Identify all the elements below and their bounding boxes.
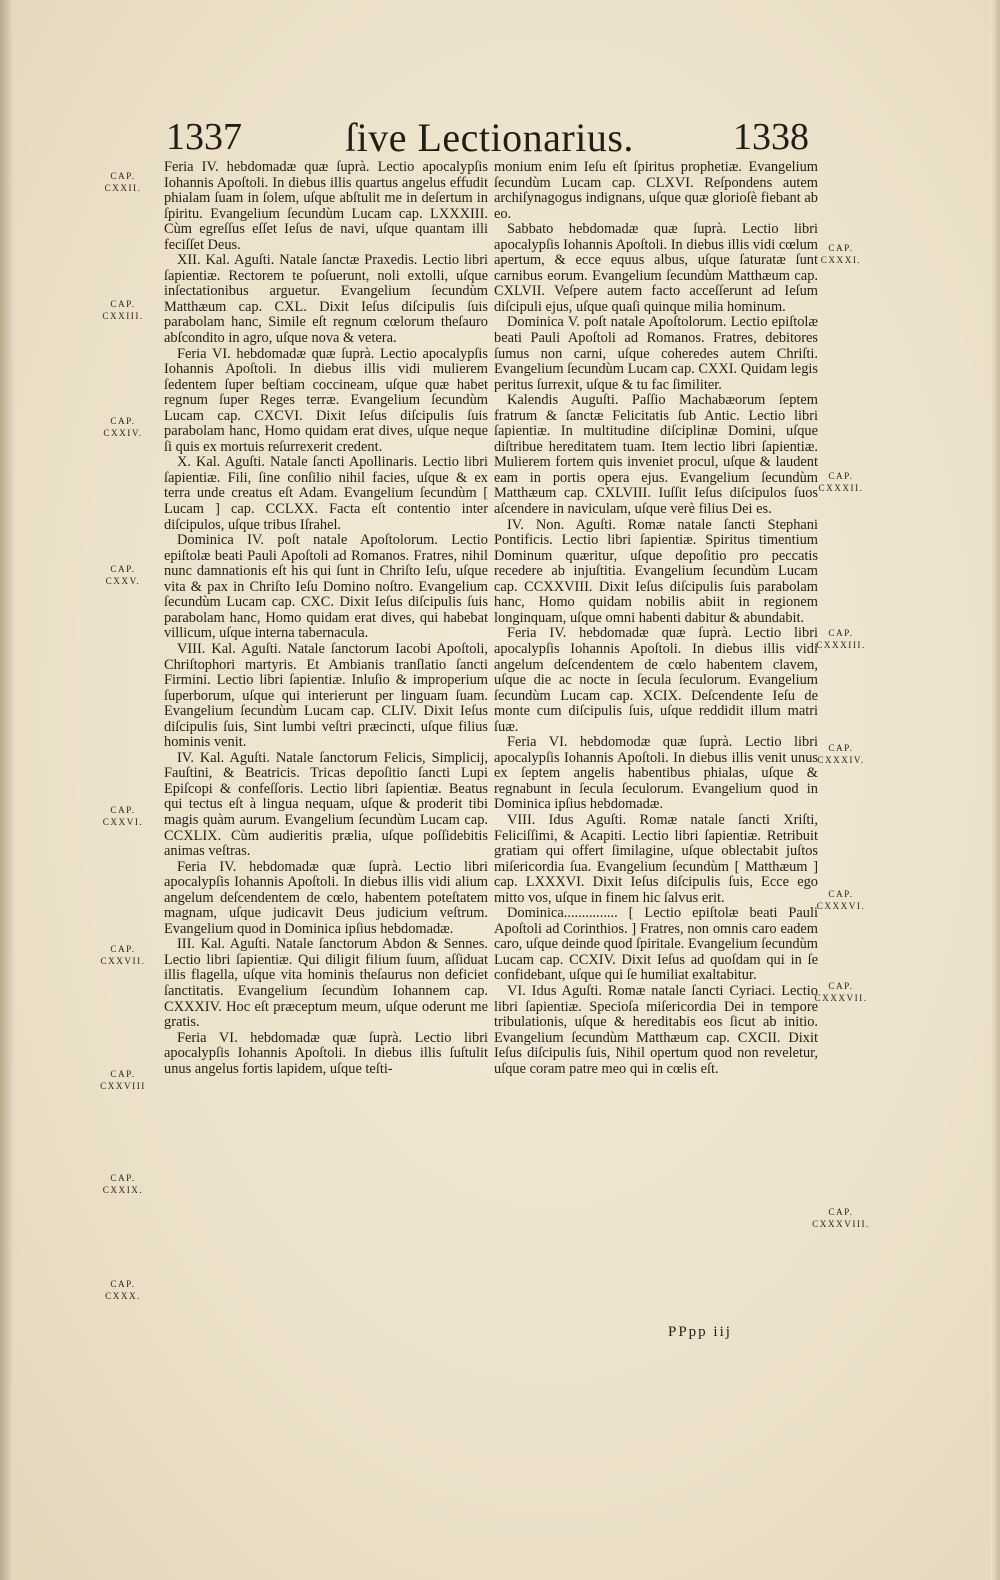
right-text-column [494, 160, 818, 1077]
margin-note-right: CAP. CXXXVI. [816, 889, 866, 911]
margin-note-right: CAP. CXXXVII. [814, 981, 868, 1003]
running-title: ſive Lectionarius. [345, 115, 634, 160]
paragraph: Kalendis Auguſti. Paſſio Machabæorum ſeptem fratrum & ſanctæ Felicitatis ſub Antic. Lectio libri ſapientiæ. In multitudine diſciplinæ Domini, uſque diſtribue hereditatem tuam. Item lectio libri ſapientiæ. Mulierem fortem quis inveniet procul, uſque & laudent eam in portis opera ejus. Evangelium ſecundùm Matthæum cap. CXLVIII. Iuſſit Ieſus diſcipulos ſuos aſcendere in naviculam, uſque verè filius Dei es. [494, 392, 818, 518]
paragraph: Feria IV. hebdomadæ quæ ſuprà. Lectio libri apocalypſis Iohannis Apoſtoli. In diebus illis vidi angelum deſcendentem de cœlo habentem clavem, uſque die ac nocte in ſecula ſeculorum. Evangelium ſecundùm Lucam cap. XCIX. Deſcendente Ieſu de monte cum diſcipulis ſuis, uſque reddidit illum matri ſuæ. [494, 625, 818, 735]
margin-note-left: CAP. CXXVI. [102, 805, 144, 827]
margin-note-left: CAP. CXXV. [105, 564, 141, 586]
paragraph: Sabbato hebdomadæ quæ ſuprà. Lectio libri apocalypſis Iohannis Apoſtoli. In diebus illis vidi cœlum apertum, & ecce equus albus, uſque ſaturatæ ſunt carnibus eorum. Evangelium ſecundùm Matthæum cap. CXLVII. Veſpere autem facto acceſſerunt ad Ieſum diſcipuli ejus, uſque quaſi quinque milia hominum. [494, 221, 818, 315]
paragraph: VIII. Kal. Aguſti. Natale ſanctorum Iacobi Apoſtoli, Chriſtophori martyris. Et Ambianis tranſlatio ſancti Firmini. Lectio libri ſapientiæ. Inluſio & improperium ſuperborum, uſque qui interierunt per linguam ſuam. Evangelium ſecundùm Lucam cap. CLIV. Dixit Ieſus diſcipulis ſuis, Sint lumbi veſtri præcincti, uſque filius hominis venit. [164, 640, 488, 751]
left-text-column [164, 160, 488, 1077]
margin-note-right: CAP. CXXXI. [820, 243, 862, 265]
paragraph: IV. Non. Aguſti. Romæ natale ſancti Stephani Pontificis. Lectio libri ſapientiæ. Spiritus timentium Dominum quæritur, uſque depoſitio pro peccatis recedere ab injuſtitia. Evangelium ſecundùm Lucam cap. CCXXVIII. Dixit Ieſus diſcipulis ſuis parabolam hanc, Homo quidam nobilis abiit in regionem longinquam, uſque omni habenti dabitur & abundabit. [494, 516, 818, 626]
paragraph: monium enim Ieſu eſt ſpiritus prophetiæ. Evangelium ſecundùm Lucam cap. CLXVI. Reſpondens autem archiſynagogus indignans, uſque quæ glorioſè fiebant ab eo. [494, 159, 818, 222]
paragraph: XII. Kal. Aguſti. Natale ſanctæ Praxedis. Lectio libri ſapientiæ. Rectorem te poſuerunt, noli extolli, uſque inſectationibus arguetur. Evangelium ſecundùm Matthæum cap. CXL. Dixit Ieſus diſcipulis ſuis parabolam hanc, Simile eſt regnum cœlorum theſauro abſcondito in agro, uſque nova & vetera. [164, 252, 488, 347]
paragraph: Dominica............... [ Lectio epiſtolæ beati Pauli Apoſtoli ad Corinthios. ] Fratres, non omnis caro eadem caro, uſque deinde quod ſpiritale. Evangelium ſecundùm Lucam cap. CCXIV. Dixit Ieſus ad quoſdam qui in ſe confidebant, uſque qui ſe humiliat exaltabitur. [494, 905, 818, 984]
margin-note-right: CAP. CXXXIII. [816, 628, 866, 650]
margin-note-right: CAP. CXXXIV. [817, 743, 865, 765]
paragraph: Dominica V. poſt natale Apoſtolorum. Lectio epiſtolæ beati Pauli Apoſtoli ad Romanos. Fratres, debitores ſumus non carni, uſque coheredes autem Chriſti. Evangelium ſecundùm Lucam cap. CXXI. Quidam legis peritus ſurrexit, uſque & tu fac ſimiliter. [494, 314, 818, 393]
page-number-left: 1337 [166, 116, 242, 158]
paragraph: Feria IV. hebdomadæ quæ ſuprà. Lectio libri apocalypſis Iohannis Apoſtoli. In diebus illis vidi alium angelum deſcendentem de cœlo, habentem poteſtatem magnam, uſque judicavit Deus judicium veſtrum. Evangelium quod in Dominica ipſius hebdomadæ. [164, 858, 488, 937]
paragraph: VI. Idus Aguſti. Romæ natale ſancti Cyriaci. Lectio libri ſapientiæ. Specioſa miſericordia Dei in tempore tribulationis, uſque & hereditabis eos ſicut ab initio. Evangelium ſecundùm Matthæum cap. CXCII. Dixit Ieſus diſcipulis ſuis, Nihil opertum quod non reveletur, uſque coram patre meo qui in cœlis eſt. [494, 982, 818, 1077]
margin-note-left: CAP. CXXIX. [102, 1173, 144, 1195]
margin-note-left: CAP. CXXVIII [100, 1069, 146, 1091]
paragraph: VIII. Idus Aguſti. Romæ natale ſancti Xriſti, Feliciſſimi, & Acapiti. Lectio libri ſapientiæ. Retribuit gratiam qui offert ſimilagine, uſque oblectabit juſtos miſericordia ſua. Evangelium ſecundùm [ Matthæum ] cap. LXXXVI. Dixit Ieſus diſcipulis ſuis, Ecce ego mitto vos, uſque in finem hic ſalvus erit. [494, 811, 818, 906]
paragraph: Feria VI. hebdomadæ quæ ſuprà. Lectio libri apocalypſis Iohannis Apoſtoli. In diebus illis ſuſtulit unus angelus fortis lapidem, uſque teſti- [164, 1029, 488, 1077]
margin-note-right: CAP. CXXXII. [818, 471, 864, 493]
paragraph: III. Kal. Aguſti. Natale ſanctorum Abdon & Sennes. Lectio libri ſapientiæ. Qui diligit filium ſuum, aſſiduat illis flagella, uſque vita hominis theſaurus non deficiet ſanctitatis. Evangelium ſecundùm Iohannem cap. CXXXIV. Hoc eſt præceptum meum, uſque oderunt me gratis. [164, 936, 488, 1031]
margin-note-left: CAP. CXXX. [105, 1279, 141, 1301]
margin-note-left: CAP. CXXIII. [102, 299, 144, 321]
page-number-right: 1338 [733, 116, 809, 158]
paragraph: IV. Kal. Aguſti. Natale ſanctorum Felicis, Simplicij, Fauſtini, & Beatricis. Tricas depoſitio ſancti Lupi Epiſcopi & confeſſoris. Lectio libri ſapientiæ. Beatus qui tectus eſt à lingua nequam, uſque & proderit tibi magis quàm aurum. Evangelium ſecundùm Lucam cap. CCXLIX. Cùm audieritis prælia, uſque poſſidebitis animas veſtras. [164, 749, 488, 860]
paragraph: Feria VI. hebdomadæ quæ ſuprà. Lectio apocalypſis Iohannis Apoſtoli. In diebus illis vidi mulierem ſedentem ſuper beſtiam coccineam, uſque quæ habet regnum ſuper Reges terræ. Evangelium ſecundùm Lucam cap. CXCVI. Dixit Ieſus diſcipulis ſuis parabolam hanc, Homo quidam erat dives, uſque neque ſi quis ex mortuis reſurrexerit credent. [164, 345, 488, 455]
margin-note-left: CAP. CXXVII. [100, 944, 146, 966]
margin-note-left: CAP. CXXIV. [103, 416, 143, 438]
paragraph: Dominica IV. poſt natale Apoſtolorum. Lectio epiſtolæ beati Pauli Apoſtoli ad Romanos. Fratres, nihil nunc damnationis eſt his qui ſunt in Chriſto Ieſu, uſque vita & pax in Chriſto Ieſu Domino noſtro. Evangelium ſecundùm Lucam cap. CXC. Dixit Ieſus diſcipulis ſuis parabolam hanc, Homo quidam erat dives, qui habebat villicum, uſque interna tabernacula. [164, 532, 488, 642]
margin-note-right: CAP. CXXXVIII. [812, 1207, 870, 1229]
page-edge-shadow [990, 0, 1000, 1580]
signature-mark: PPpp iij [668, 1324, 732, 1340]
margin-note-left: CAP. CXXII. [104, 171, 142, 193]
paragraph: X. Kal. Aguſti. Natale ſancti Apollinaris. Lectio libri ſapientiæ. Fili, ſine conſilio nihil facies, uſque & ex terra unde creatus eſt Adam. Evangelium ſecundùm [ Lucam ] cap. CCLXX. Facta eſt contentio inter diſcipulos, uſque tribus Iſrahel. [164, 454, 488, 533]
page-spine-shadow [0, 0, 14, 1580]
paragraph: Feria IV. hebdomadæ quæ ſuprà. Lectio apocalypſis Iohannis Apoſtoli. In diebus illis quartus angelus effudit phialam ſuam in ſolem, uſque abſtulit me in deſertum in ſpiritu. Evangelium ſecundùm Lucam cap. LXXXIII. Cùm egreſſus eſſet Ieſus de navi, uſque quantam illi feciſſet Deus. [164, 159, 488, 253]
paragraph: Feria VI. hebdomodæ quæ ſuprà. Lectio libri apocalypſis Iohannis Apoſtoli. In diebus illis venit unus ex ſeptem angelis habentibus phialas, uſque & regnabunt in ſecula ſeculorum. Evangelium quod in Dominica ipſius hebdomadæ. [494, 734, 818, 813]
